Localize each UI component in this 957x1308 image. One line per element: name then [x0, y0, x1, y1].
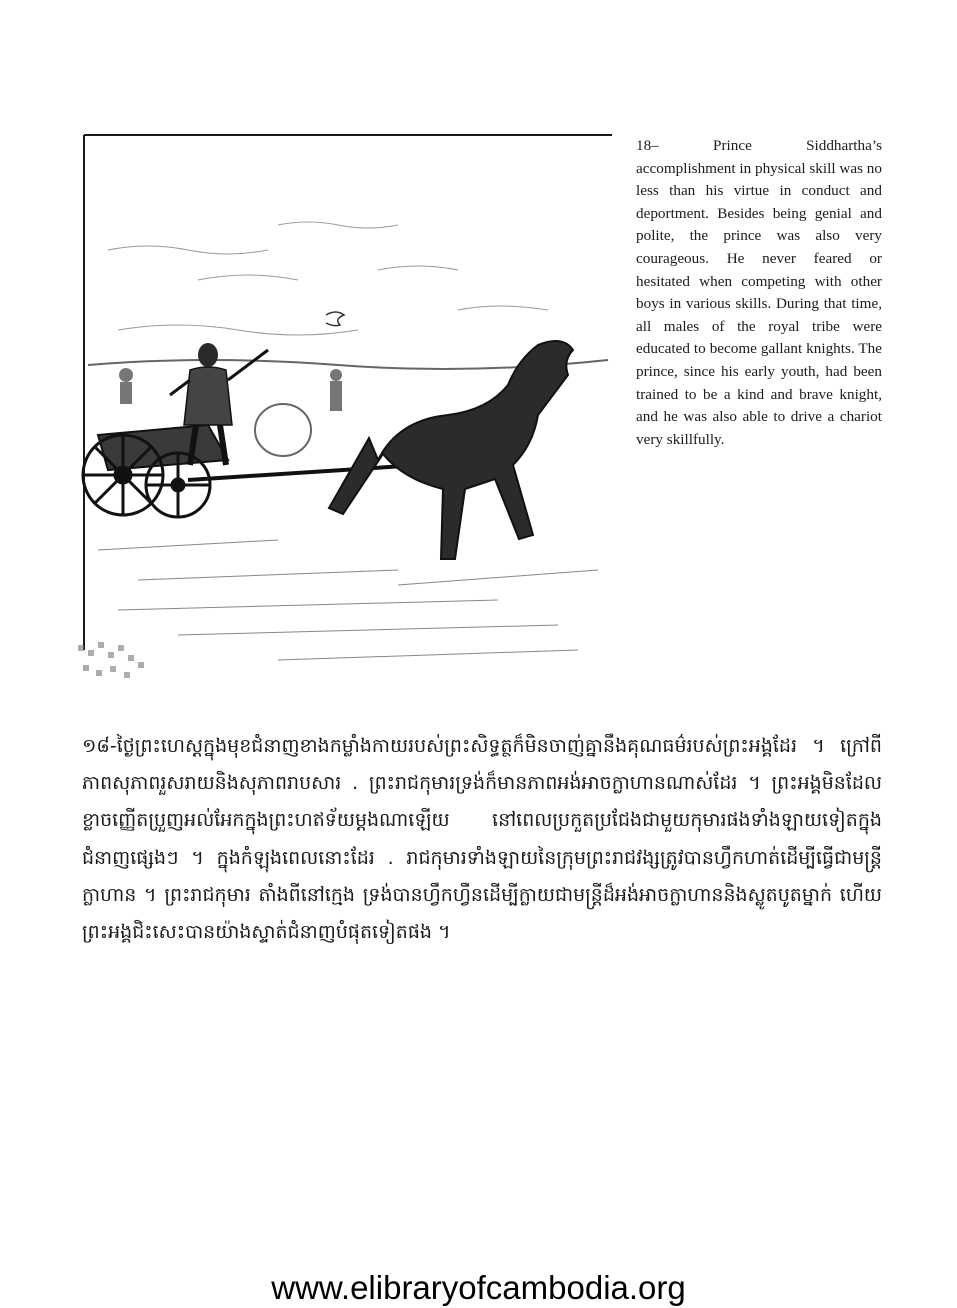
khmer-caption: ១៨-ថ្ងៃព្រះហេស្តក្នុងមុខជំនាញខាងកម្លាំងកាយរបស់ព្រះសិទ្ធត្ថក៏មិនចាញ់គ្នានឹងគុណធម៌របស់ព្រះអង្គដែរ ។ ក្រៅពីភាពសុភាពរួសរាយនិងសុភាពរាបសារ . ព្រះរាជកុមារទ្រង់ក៏មានភាពអង់អាចក្លាហានណាស់ដែរ ។ ព្រះអង្គមិនដែលខ្លាចញ្ញើតប្រួញអល់អែកក្នុងព្រះហឥទ័យម្ដងណាឡើយ នៅពេលប្រកួតប្រជែងជាមួយកុមារផងទាំងឡាយទៀតក្នុងជំនាញផ្សេងៗ ។ ក្នុងកំឡុងពេលនោះដែរ . រាជកុមារទាំងឡាយនៃក្រុមព្រះរាជវង្សត្រូវបានហ្វឹកហាត់ដើម្បីធ្វើជាមន្ត្រីក្លាហាន ។ ព្រះរាជកុមារ តាំងពីនៅក្មេង ទ្រង់បានហ្វឹកហ្វឺនដើម្បីក្លាយជាមន្ត្រីដ៏អង់អាចក្លាហាននិងស្លូតបូតម្នាក់ ហើយព្រះអង្គជិះសេះបានយ៉ាងស្ទាត់ជំនាញបំផុតទៀតផង ។	[82, 735, 882, 944]
chariot-illustration	[78, 130, 613, 690]
footer-website-url: www.elibraryofcambodia.org	[271, 1269, 686, 1306]
illustration-drawing	[78, 130, 613, 690]
english-caption: 18– Prince Siddhartha’s accomplishment in physical skill was no less than his virtue in conduct and deportment. Besides being genial and polite, the prince was also very courageous. He never feared or hesitated when competing with other boys in various skills. During that time, all males of the royal tribe were educated to become gallant knights. The prince, since his early youth, had been trained to be a kind and brave knight, and he was also able to drive a chariot very skillfully.	[636, 137, 882, 448]
